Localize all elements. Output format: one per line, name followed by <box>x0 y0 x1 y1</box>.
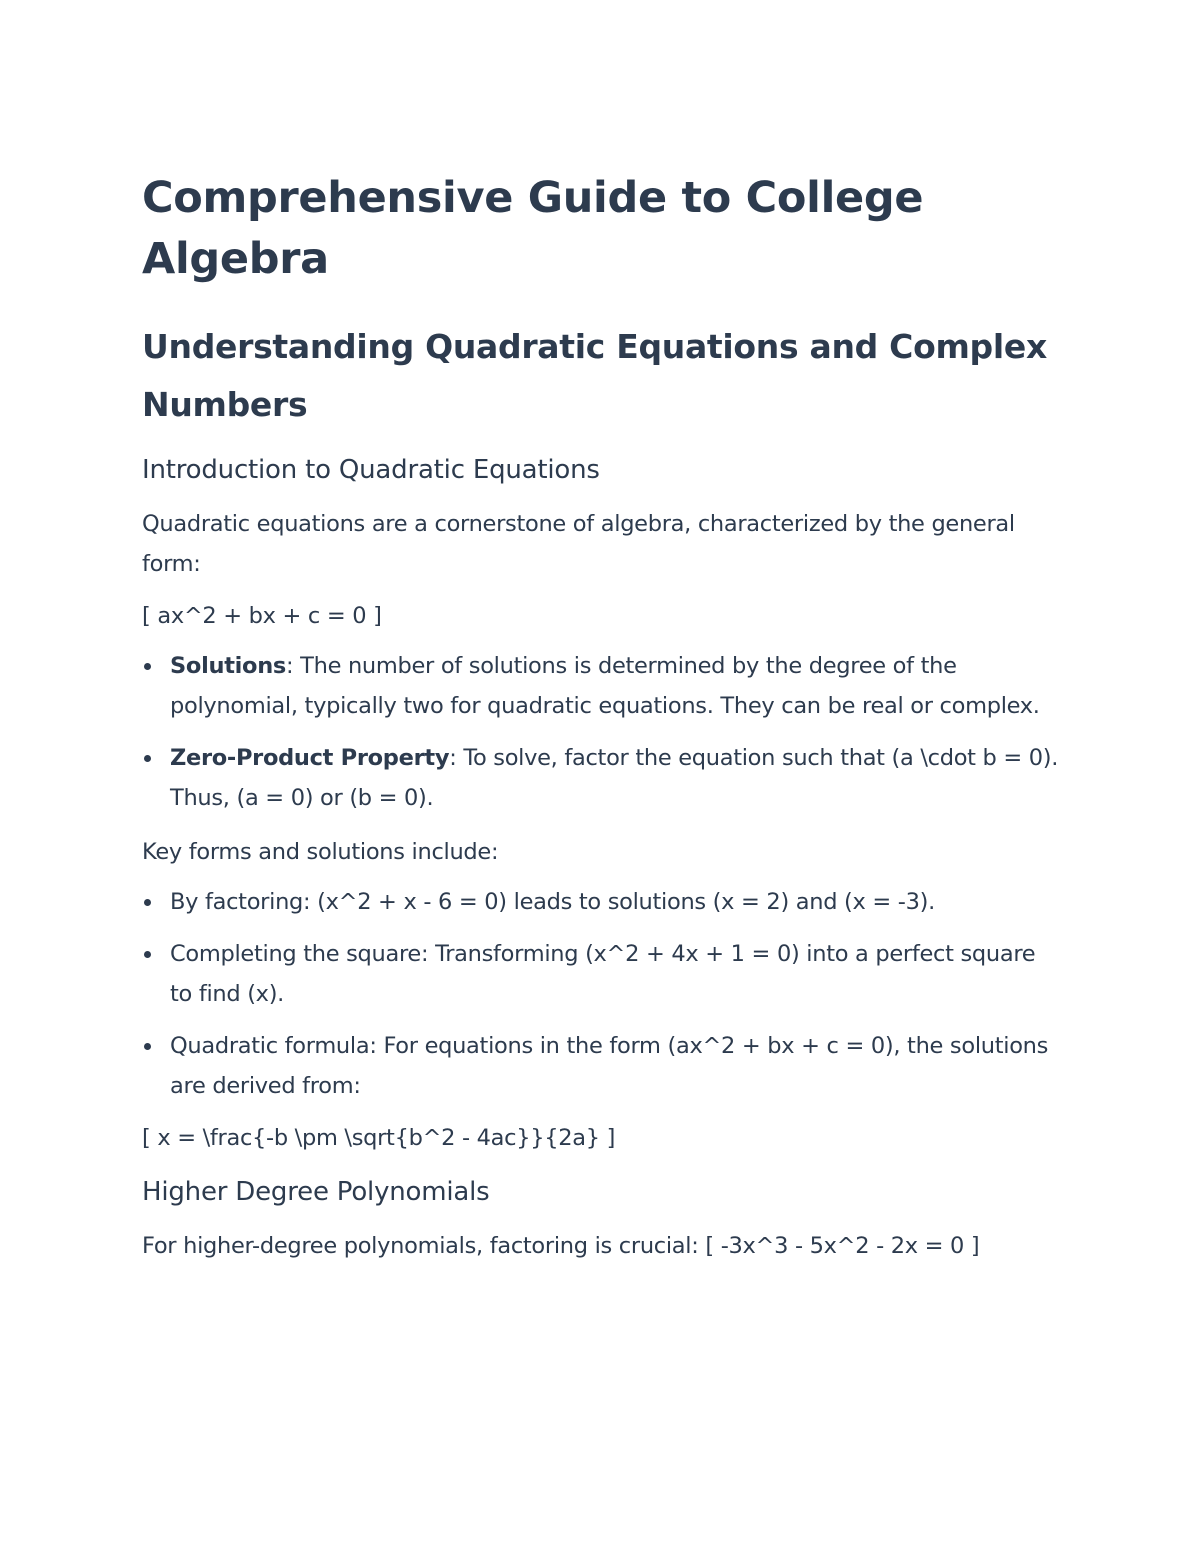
bullet-icon <box>144 951 151 958</box>
key-forms-intro: Key forms and solutions include: <box>142 839 499 865</box>
property-term: Zero-Product Property <box>170 745 450 771</box>
section-heading-quadratic-intro: Introduction to Quadratic Equations <box>142 455 600 485</box>
method-text: Completing the square: Transforming (x^2 + 4x + 1 = 0) into a perfect square to find (x). <box>170 941 1036 1007</box>
methods-list <box>142 882 1062 1106</box>
list-item <box>142 934 1062 1014</box>
property-text: : The number of solutions is determined by the degree of the polynomial, typically two for quadratic equations. They can be real or complex. <box>170 653 1040 719</box>
method-text: By factoring: (x^2 + x - 6 = 0) leads to solutions (x = 2) and (x = -3). <box>170 889 935 915</box>
properties-list <box>142 646 1062 818</box>
document-title: Comprehensive Guide to College Algebra <box>142 173 924 284</box>
higher-degree-paragraph: For higher-degree polynomials, factoring is crucial: [ -3x^3 - 5x^2 - 2x = 0 ] <box>142 1233 980 1259</box>
quadratic-formula: [ x = \frac{-b \pm \sqrt{b^2 - 4ac}}{2a} ] <box>142 1125 616 1151</box>
document-subtitle: Understanding Quadratic Equations and Complex Numbers <box>142 327 1047 424</box>
property-term: Solutions <box>170 653 287 679</box>
bullet-icon <box>144 899 151 906</box>
list-item <box>142 882 1062 922</box>
bullet-icon <box>144 663 151 670</box>
list-item <box>142 738 1062 818</box>
bullet-icon <box>144 755 151 762</box>
section-heading-higher-degree: Higher Degree Polynomials <box>142 1177 490 1207</box>
intro-paragraph: Quadratic equations are a cornerstone of algebra, characterized by the general form: <box>142 511 1015 577</box>
bullet-icon <box>144 1043 151 1050</box>
list-item <box>142 1026 1062 1106</box>
method-text: Quadratic formula: For equations in the form (ax^2 + bx + c = 0), the solutions are derived from: <box>170 1033 1049 1099</box>
general-form-formula: [ ax^2 + bx + c = 0 ] <box>142 603 382 629</box>
list-item <box>142 646 1062 726</box>
property-text: : To solve, factor the equation such that (a \cdot b = 0). Thus, (a = 0) or (b = 0). <box>170 745 1059 811</box>
document-page <box>142 168 1062 1266</box>
